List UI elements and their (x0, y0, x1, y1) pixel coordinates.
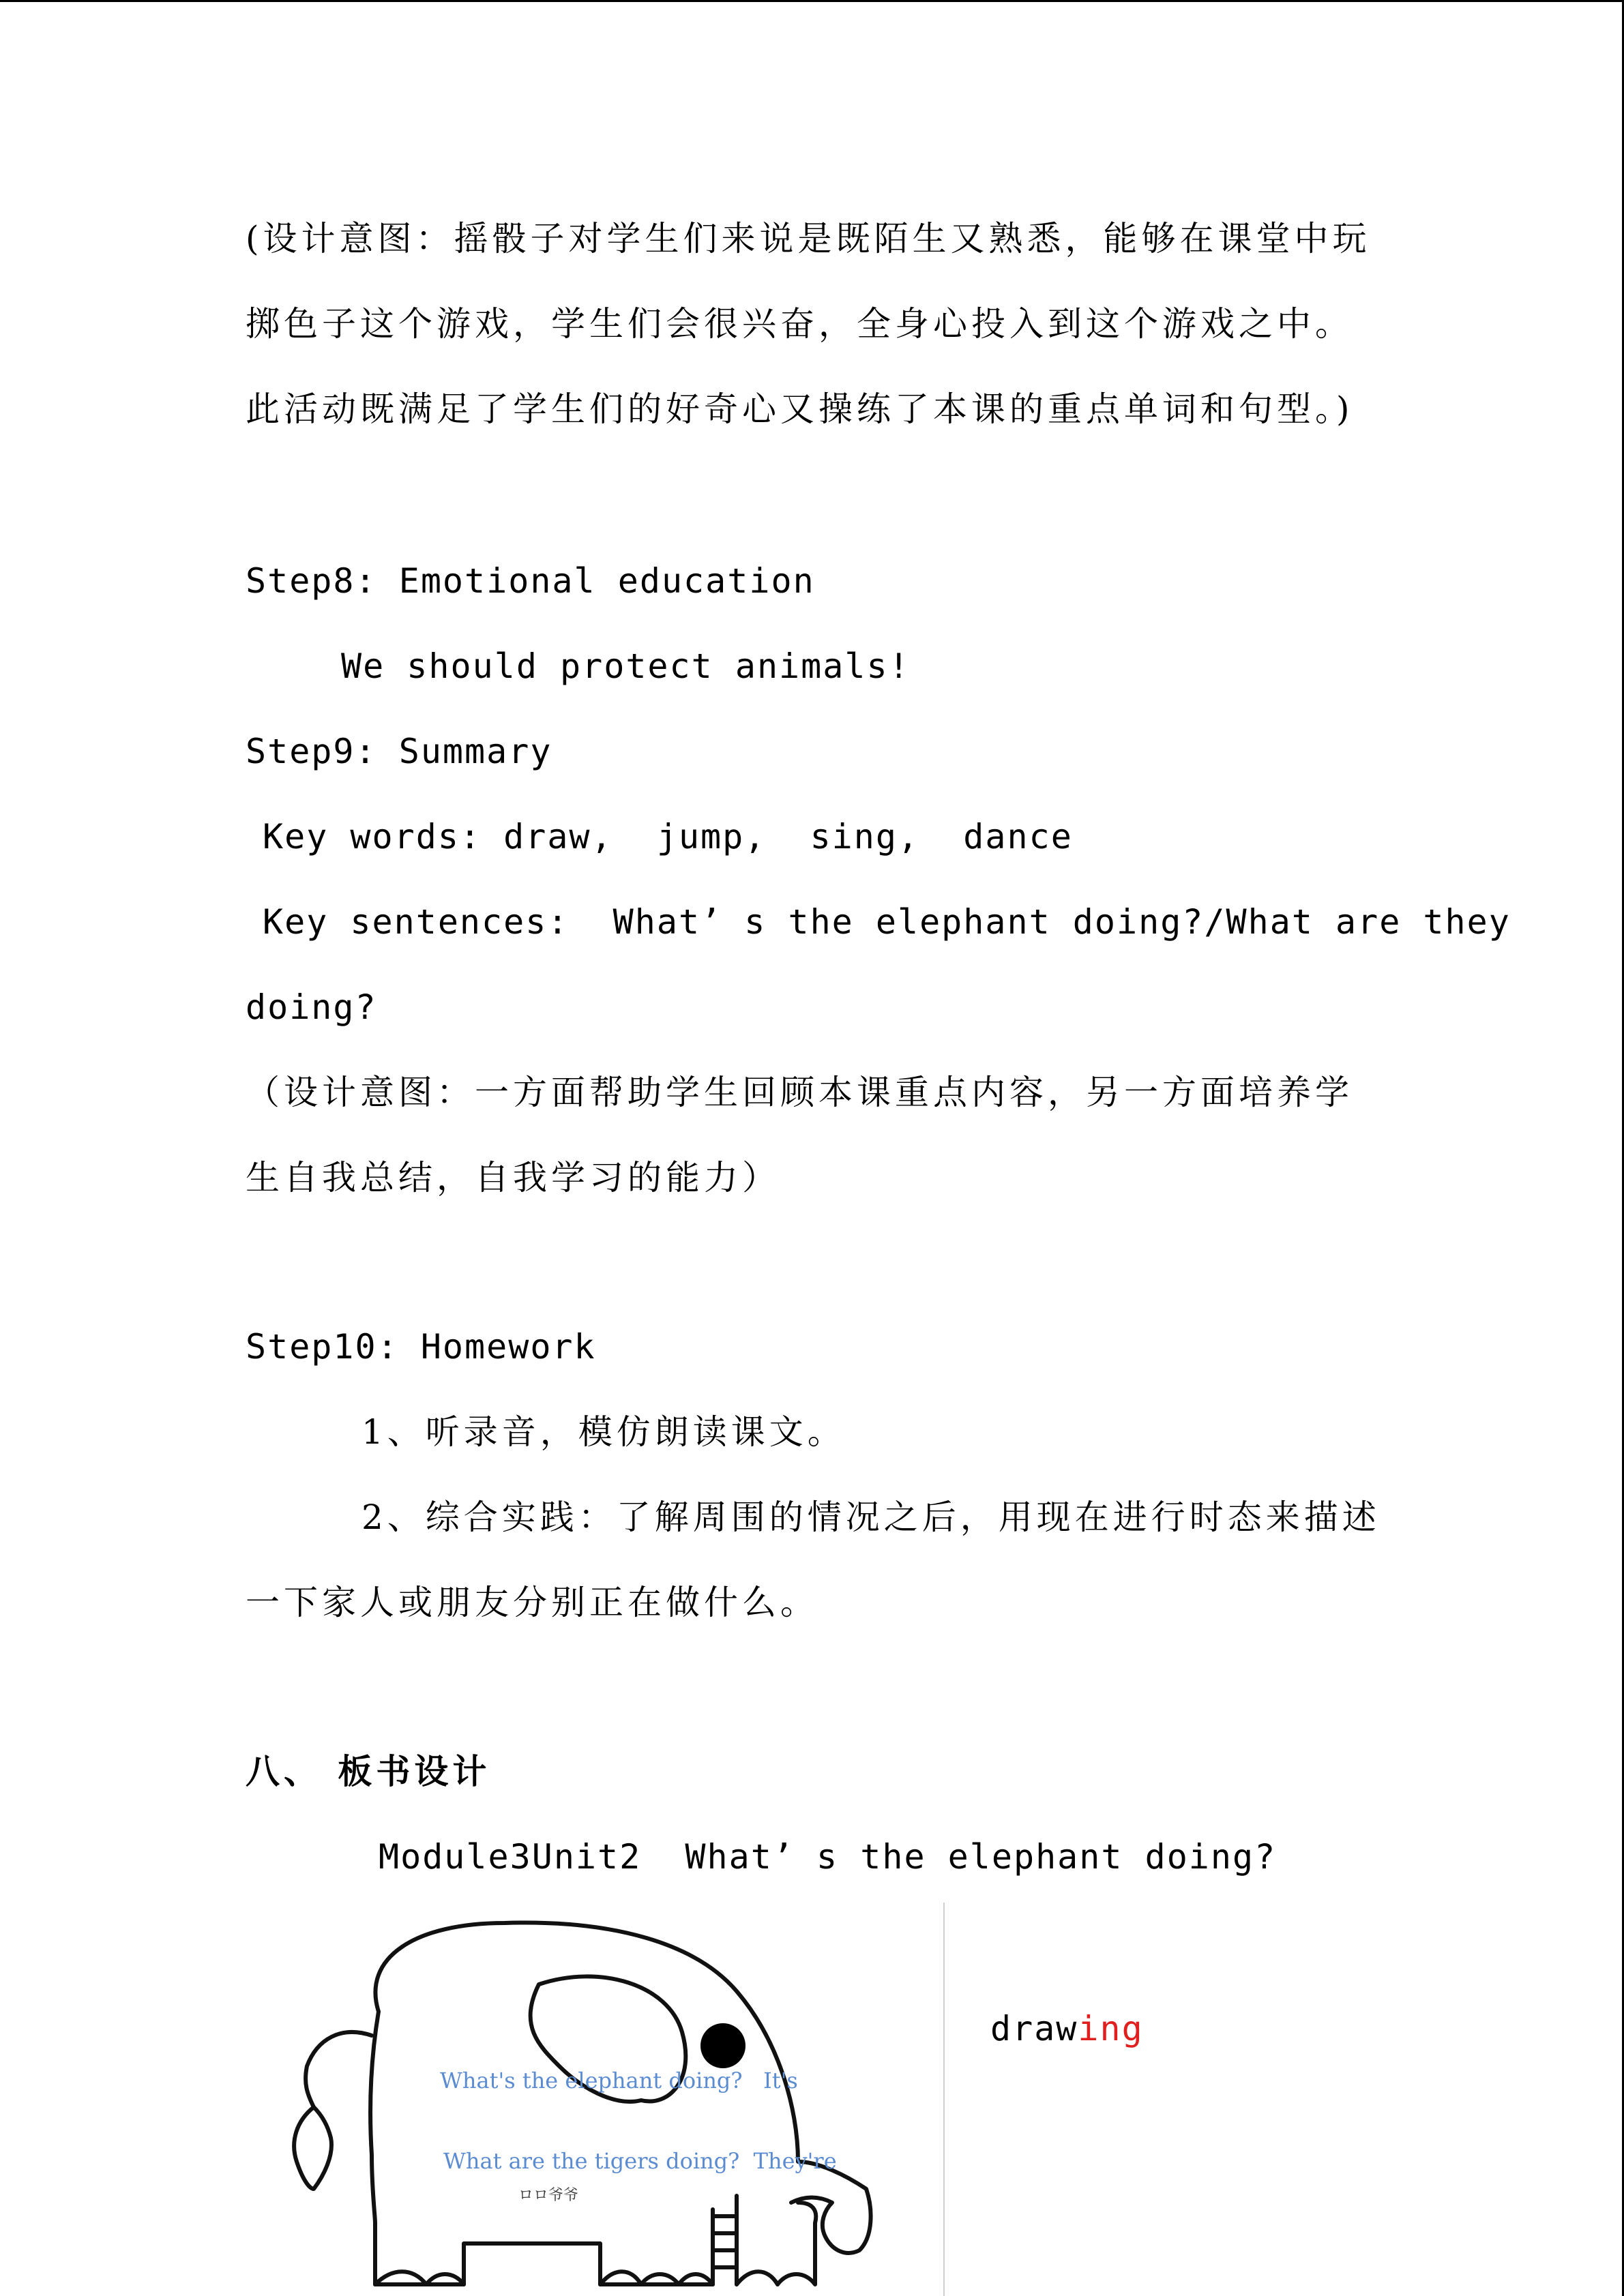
homework-item-2: 2、综合实践：了解周围的情况之后，用现在进行时态来描述 (361, 1497, 1381, 1537)
step9-title: Step9: Summary (246, 732, 552, 771)
section8-heading: 八、 板书设计 (246, 1751, 491, 1791)
design-intent-line-1: (设计意图：摇骰子对学生们来说是既陌生又熟悉，能够在课堂中玩 (246, 219, 1371, 258)
step9-intent-line-1: （设计意图：一方面帮助学生回顾本课重点内容，另一方面培养学 (246, 1073, 1353, 1112)
homework-item-1: 1、听录音，模仿朗读课文。 (361, 1412, 846, 1452)
elephant-board-figure (259, 1903, 948, 2296)
design-intent-line-2: 掷色子这个游戏，学生们会很兴奋，全身心投入到这个游戏之中。 (246, 304, 1353, 344)
design-intent-line-3: 此活动既满足了学生们的好奇心又操练了本课的重点单词和句型。) (246, 389, 1354, 429)
page-border-top (0, 0, 1624, 2)
word-suffix: ing (1078, 2009, 1144, 2048)
step9-key-sentences: Key sentences: What’ s the elephant doing?/What are they (263, 902, 1511, 942)
homework-item-2-cont: 一下家人或朋友分别正在做什么。 (246, 1583, 818, 1622)
step9-key-sentences-cont: doing? (246, 987, 377, 1027)
board-sentence-2: What are the tigers doing? They're (443, 2148, 837, 2174)
board-logo-text: ロロ爷爷 (518, 2187, 579, 2204)
step10-title: Step10: Homework (246, 1327, 596, 1367)
board-word-drawing (990, 2008, 1144, 2049)
elephant-drawing (259, 1903, 948, 2296)
board-sentence-1: What's the elephant doing? It's (440, 2068, 798, 2093)
step8-content: We should protect animals! (341, 646, 911, 686)
step9-intent-line-2: 生自我总结，自我学习的能力） (246, 1158, 780, 1197)
elephant-eye-icon (700, 2023, 745, 2068)
step8-title: Step8: Emotional education (246, 561, 815, 601)
word-root: draw (990, 2009, 1078, 2048)
board-subtitle: Module3Unit2 What’ s the elephant doing? (379, 1837, 1277, 1877)
step9-key-words: Key words: draw, jump, sing, dance (263, 817, 1073, 856)
